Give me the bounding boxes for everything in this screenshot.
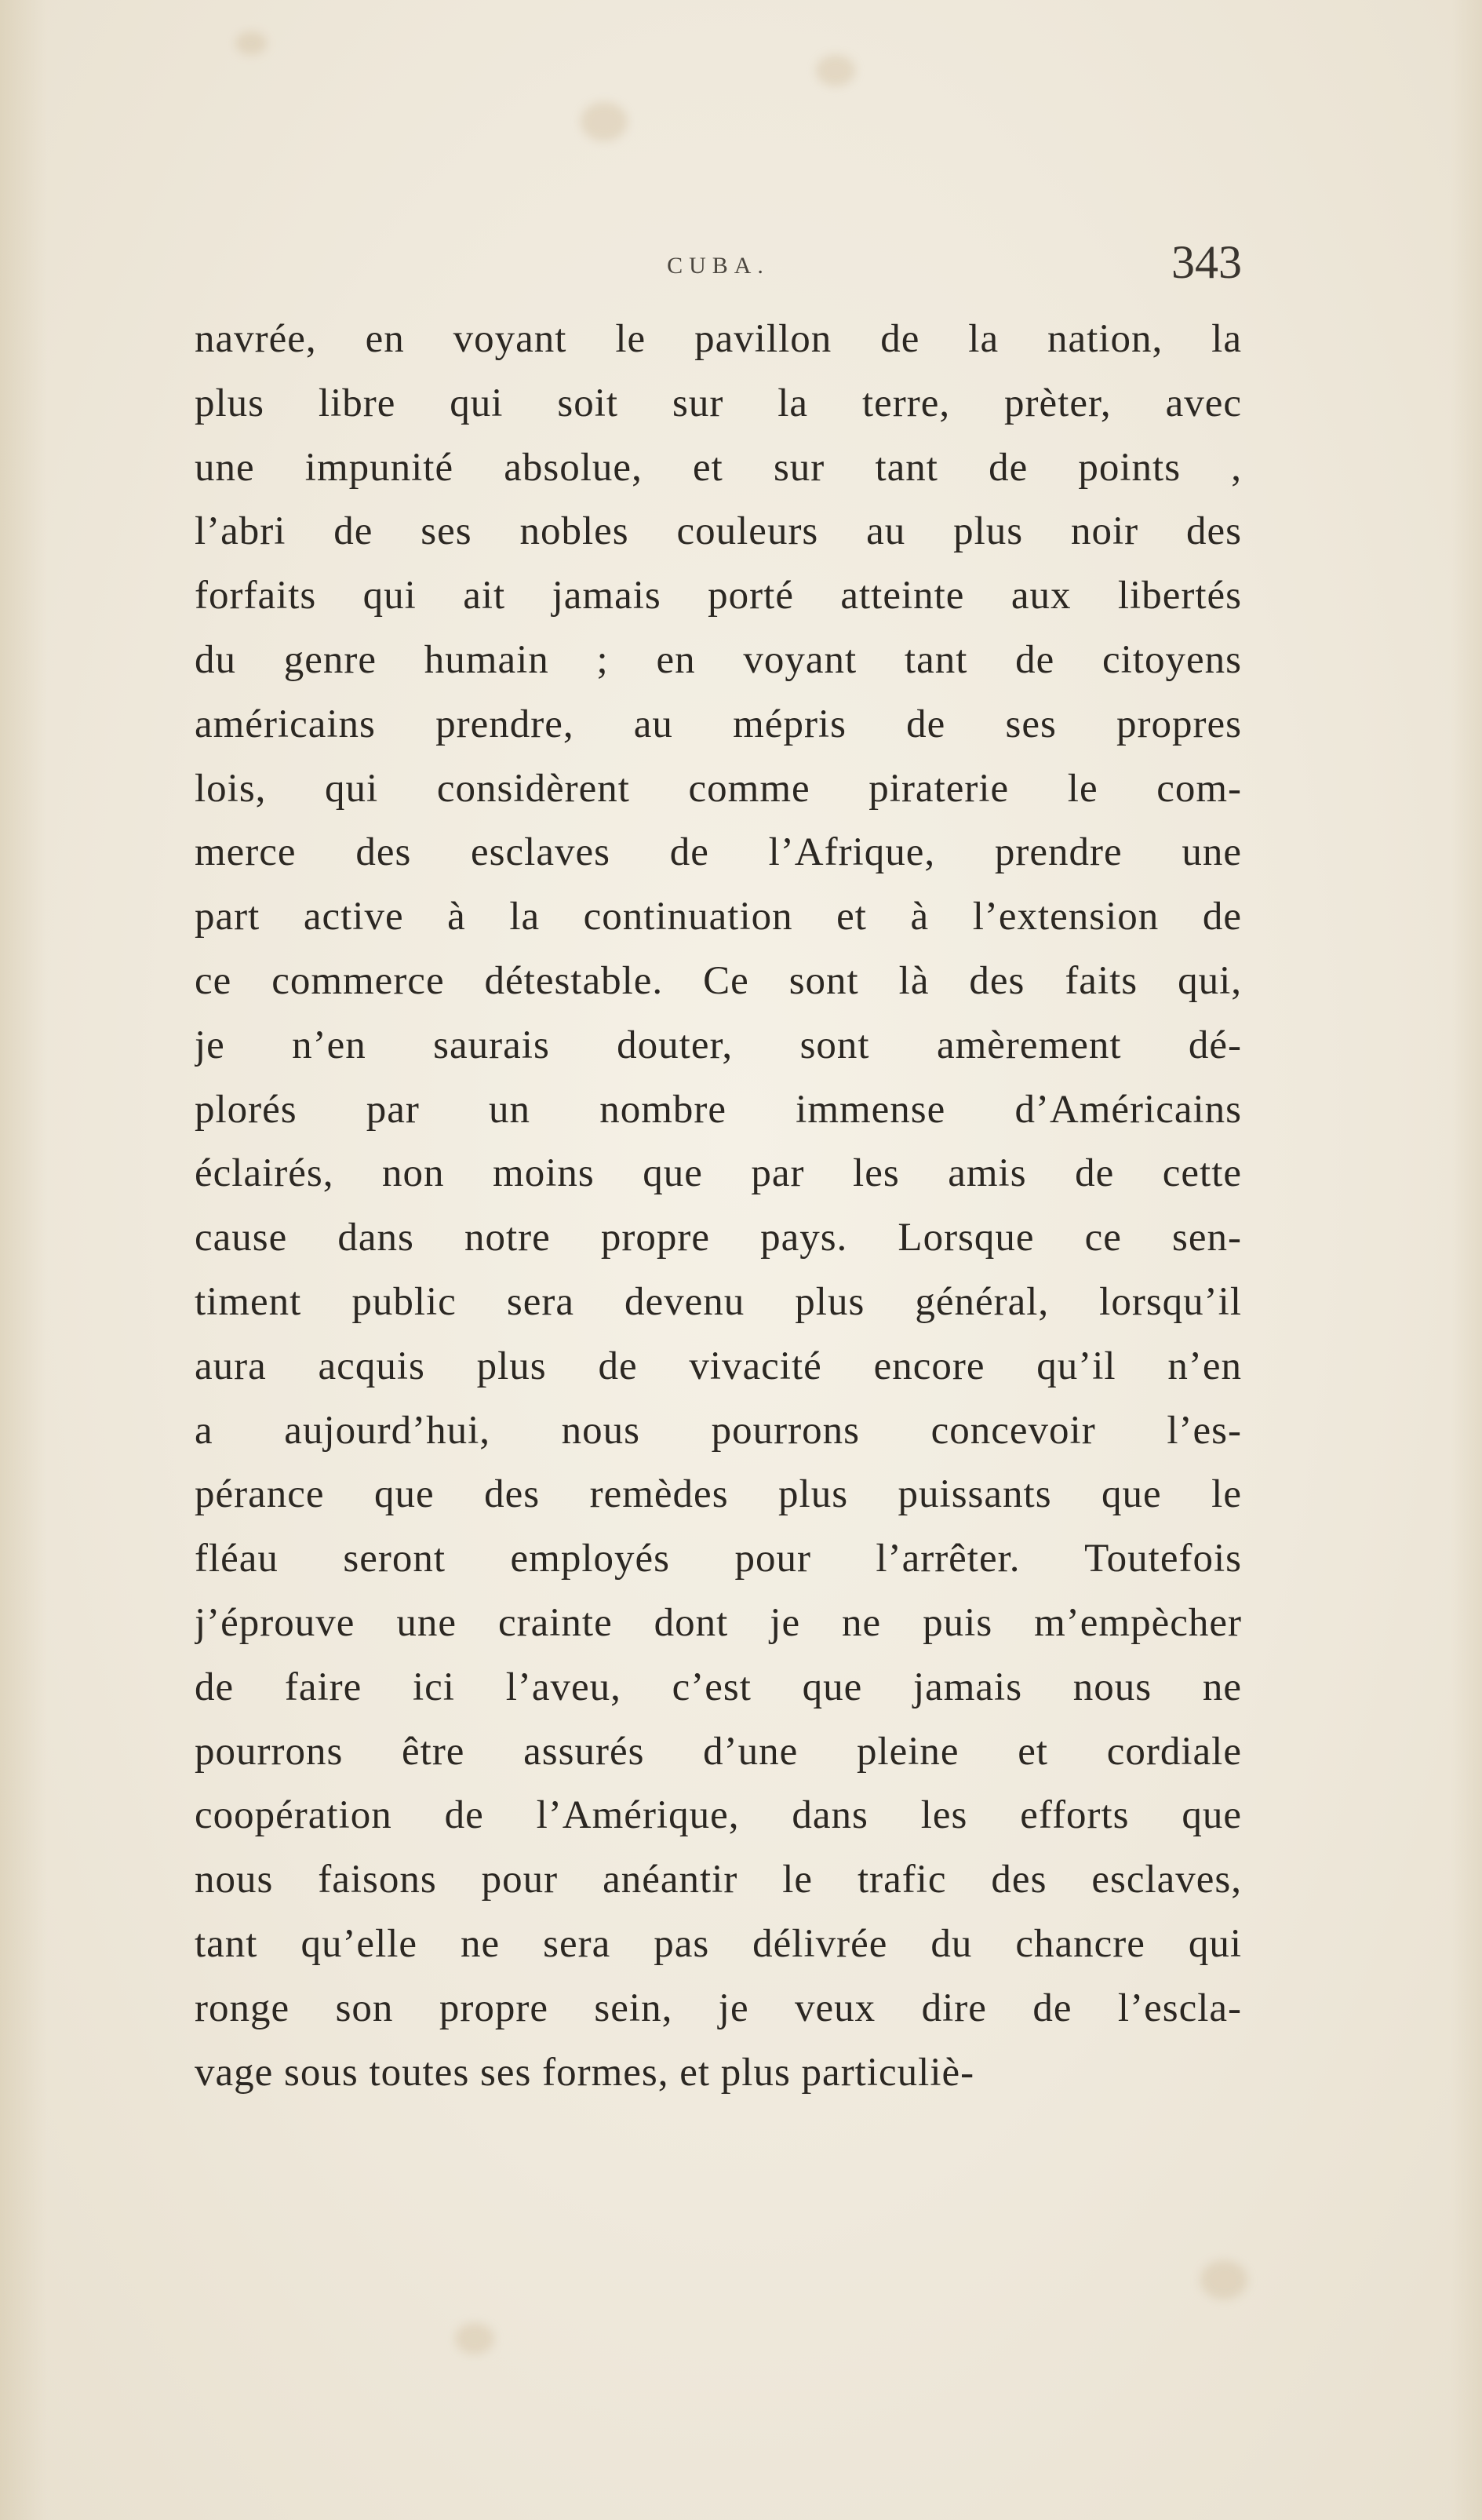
paper-stain (1200, 2260, 1247, 2299)
text-line: plus libre qui soit sur la terre, prèter, avec (195, 381, 1242, 425)
text-line: a aujourd’hui, nous pourrons concevoir l’es- (195, 1408, 1242, 1453)
text-line: merce des esclaves de l’Afrique, prendre une (195, 830, 1242, 875)
text-line: de faire ici l’aveu, c’est que jamais nous ne (195, 1665, 1242, 1709)
text-line: tant qu’elle ne sera pas délivrée du chancre qui (195, 1921, 1242, 1966)
paper-stain (816, 55, 855, 86)
text-line: fléau seront employés pour l’arrêter. Toutefois (195, 1537, 1242, 1581)
text-line: part active à la continuation et à l’extension de (195, 895, 1242, 939)
body-text (195, 308, 1242, 2105)
text-line: pérance que des remèdes plus puissants que le (195, 1472, 1242, 1517)
text-line: éclairés, non moins que par les amis de cette (195, 1151, 1242, 1196)
text-line: une impunité absolue, et sur tant de points , (195, 445, 1242, 490)
text-line: j’éprouve une crainte dont je ne puis m’empècher (195, 1600, 1242, 1645)
text-line: nous faisons pour anéantir le trafic des esclaves, (195, 1858, 1242, 1902)
text-line: américains prendre, au mépris de ses propres (195, 702, 1242, 746)
page-header (195, 235, 1242, 290)
text-line: forfaits qui ait jamais porté atteinte aux libertés (195, 574, 1242, 618)
text-line: du genre humain ; en voyant tant de citoyens (195, 637, 1242, 682)
text-line: je n’en saurais douter, sont amèrement dé- (195, 1023, 1242, 1067)
text-line: cause dans notre propre pays. Lorsque ce sen- (195, 1216, 1242, 1260)
text-line: lois, qui considèrent comme piraterie le com- (195, 766, 1242, 811)
text-line: timent public sera devenu plus général, lorsqu’il (195, 1279, 1242, 1324)
text-line: aura acquis plus de vivacité encore qu’il n’en (195, 1344, 1242, 1388)
paper-stain (581, 102, 628, 141)
paper-stain (235, 31, 267, 55)
text-line: plorés par un nombre immense d’Américains (195, 1087, 1242, 1132)
text-line: pourrons être assurés d’une pleine et cordiale (195, 1729, 1242, 1774)
paper-stain (455, 2323, 494, 2354)
text-line: coopération de l’Amérique, dans les efforts que (195, 1793, 1242, 1838)
text-line: navrée, en voyant le pavillon de la nation, la (195, 317, 1242, 361)
text-line: ce commerce détestable. Ce sont là des faits qui, (195, 958, 1242, 1003)
text-line: vage sous toutes ses formes, et plus particuliè- (195, 2050, 975, 2095)
text-line: l’abri de ses nobles couleurs au plus noir des (195, 509, 1242, 554)
text-line: ronge son propre sein, je veux dire de l’escla- (195, 1986, 1242, 2030)
page-number: 343 (1171, 236, 1242, 288)
running-head: CUBA. (667, 253, 770, 279)
